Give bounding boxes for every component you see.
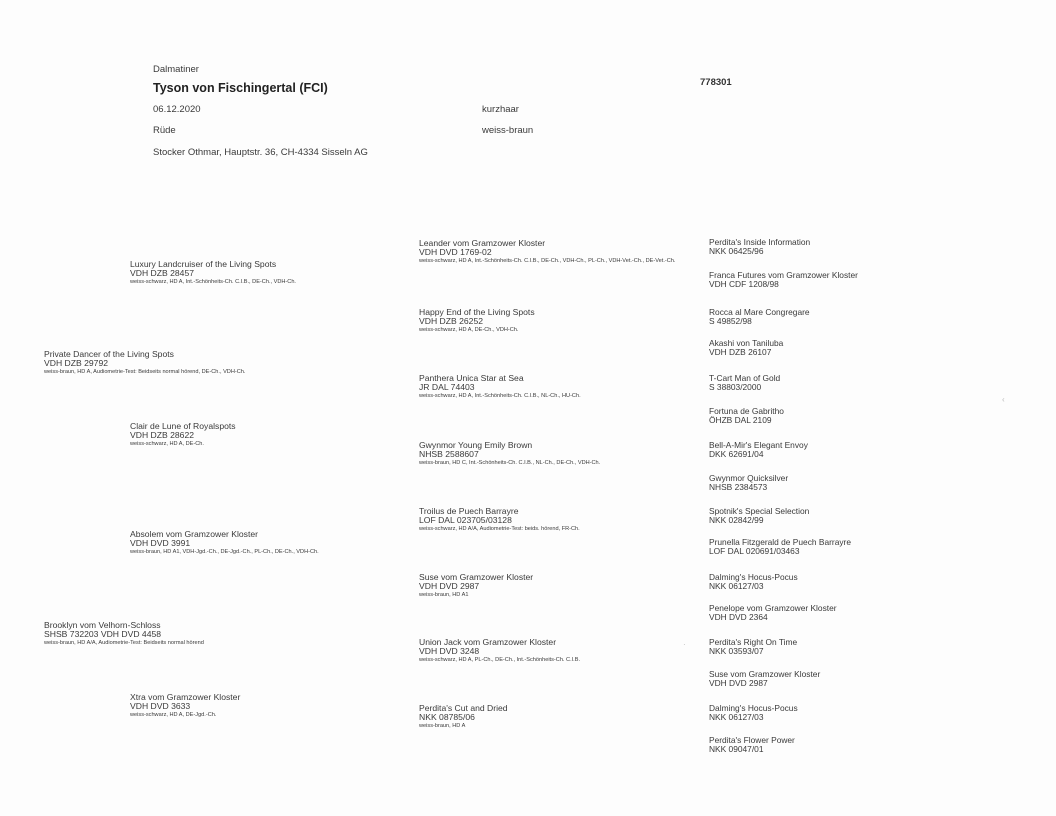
great-grandparent-name: Happy End of the Living Spots — [419, 307, 535, 317]
gen4-reg: NKK 02842/99 — [709, 515, 764, 526]
grandparent-reg: VDH DVD 3991 — [130, 538, 191, 549]
gen4-reg: NKK 09047/01 — [709, 744, 764, 755]
gen4-reg: NKK 06127/03 — [709, 712, 764, 723]
gen4-reg: VDH DZB 26107 — [709, 347, 772, 358]
gen4-name: Spotnik's Special Selection — [709, 506, 810, 516]
gen4-name: Perdita's Flower Power — [709, 735, 795, 745]
gen4-name: Rocca al Mare Congregare — [709, 307, 810, 317]
owner: Stocker Othmar, Hauptstr. 36, CH-4334 Sisseln AG — [153, 147, 368, 158]
gen4-reg: NKK 03593/07 — [709, 646, 764, 657]
great-grandparent — [419, 638, 580, 663]
great-grandparent — [419, 308, 535, 333]
gen4-ancestor — [709, 507, 809, 525]
great-grandparent — [419, 374, 581, 399]
grandparent — [130, 693, 240, 718]
gen4-name: Dalming's Hocus-Pocus — [709, 703, 798, 713]
gen4-name: Perdita's Right On Time — [709, 637, 798, 647]
grandparent-reg: VDH DZB 28622 — [130, 430, 195, 441]
gen4-name: Gwynmor Quicksilver — [709, 473, 789, 483]
great-grandparent-titles: weiss-braun, HD A — [419, 722, 466, 729]
great-grandparent-titles: weiss-schwarz, HD A, Int.-Schönheits-Ch. C.I.B., DE-Ch., VDH-Ch., PL-Ch., VDH-Vet.-Ch., DE-Vet.-Ch. — [419, 257, 676, 264]
grandparent — [130, 422, 236, 447]
grandparent-titles: weiss-schwarz, HD A, DE-Ch. — [130, 440, 204, 447]
gen4-ancestor — [709, 538, 851, 556]
gen4-ancestor — [709, 238, 810, 256]
gen4-name: Penelope vom Gramzower Kloster — [709, 603, 837, 613]
gen4-reg: NHSB 2384573 — [709, 482, 768, 493]
great-grandparent-titles: weiss-braun, HD C, Int.-Schönheits-Ch. C.I.B., NL-Ch., DE-Ch., VDH-Ch. — [419, 459, 601, 466]
gen4-ancestor — [709, 407, 784, 425]
gen4-ancestor — [709, 736, 795, 754]
gen4-reg: ÖHZB DAL 2109 — [709, 415, 772, 426]
great-grandparent — [419, 441, 600, 466]
grandparent — [130, 530, 319, 555]
gen4-name: Fortuna de Gabritho — [709, 406, 784, 416]
gen4-ancestor — [709, 339, 783, 357]
gen4-ancestor — [709, 441, 808, 459]
great-grandparent-titles: weiss-schwarz, HD A, PL-Ch., DE-Ch., Int.-Schönheits-Ch. C.I.B. — [419, 656, 581, 663]
great-grandparent-name: Perdita's Cut and Dried — [419, 703, 508, 713]
gen4-name: T-Cart Man of Gold — [709, 373, 781, 383]
gen4-ancestor — [709, 271, 858, 289]
gen4-reg: S 49852/98 — [709, 316, 752, 327]
coat-type: kurzhaar — [482, 104, 519, 115]
great-grandparent-titles: weiss-schwarz, HD A/A, Audiometrie-Test: beids. hörend, FR-Ch. — [419, 525, 580, 532]
gen4-ancestor — [709, 474, 788, 492]
grandparent-titles: weiss-braun, HD A1, VDH-Jgd.-Ch., DE-Jgd.-Ch., PL-Ch., DE-Ch., VDH-Ch. — [130, 548, 319, 555]
gen4-ancestor — [709, 573, 798, 591]
great-grandparent-name: Leander vom Gramzower Kloster — [419, 238, 546, 248]
color: weiss-braun — [482, 125, 534, 136]
gen4-reg: S 38803/2000 — [709, 382, 762, 393]
great-grandparent — [419, 239, 689, 264]
gen4-reg: VDH DVD 2364 — [709, 612, 768, 623]
grandparent — [130, 260, 296, 285]
grandparent-titles: weiss-schwarz, HD A, Int.-Schönheits-Ch. C.I.B., DE-Ch., VDH-Ch. — [130, 278, 296, 285]
gen4-name: Dalming's Hocus-Pocus — [709, 572, 798, 582]
registration-id: 778301 — [700, 77, 732, 88]
grandparent-reg: VDH DVD 3633 — [130, 701, 191, 712]
breed-label: Dalmatiner — [153, 64, 199, 75]
gen4-reg: NKK 06127/03 — [709, 581, 764, 592]
great-grandparent-reg: NHSB 2588607 — [419, 449, 479, 460]
grandparent-name: Absolem vom Gramzower Kloster — [130, 529, 258, 539]
gen4-name: Akashi von Taniluba — [709, 338, 784, 348]
dog-name: Tyson von Fischingertal (FCI) — [153, 81, 328, 95]
gen4-reg: LOF DAL 020691/03463 — [709, 546, 800, 557]
great-grandparent — [419, 573, 533, 598]
sire-titles: weiss-braun, HD A, Audiometrie-Test: Beidseits normal hörend, DE-Ch., VDH-Ch. — [44, 368, 246, 375]
gen4-name: Franca Futures vom Gramzower Kloster — [709, 270, 858, 280]
great-grandparent-name: Suse vom Gramzower Kloster — [419, 572, 534, 582]
scan-speck: · — [683, 640, 686, 649]
gen4-ancestor — [709, 704, 798, 722]
gen4-name: Bell-A-Mir's Elegant Envoy — [709, 440, 808, 450]
grandparent-name: Luxury Landcruiser of the Living Spots — [130, 259, 277, 269]
gen4-name: Prunella Fitzgerald de Puech Barrayre — [709, 537, 851, 547]
grandparent-reg: VDH DZB 28457 — [130, 268, 195, 279]
great-grandparent — [419, 704, 508, 729]
great-grandparent-reg: VDH DVD 3248 — [419, 646, 480, 657]
gen4-ancestor — [709, 308, 810, 326]
gen4-ancestor — [709, 604, 837, 622]
gen4-name: Suse vom Gramzower Kloster — [709, 669, 821, 679]
grandparent-name: Xtra vom Gramzower Kloster — [130, 692, 241, 702]
gen4-reg: VDH CDF 1208/98 — [709, 279, 779, 290]
great-grandparent — [419, 507, 580, 532]
gen4-name: Perdita's Inside Information — [709, 237, 811, 247]
gen4-ancestor — [709, 670, 820, 688]
great-grandparent-reg: JR DAL 74403 — [419, 382, 475, 393]
grandparent-name: Clair de Lune of Royalspots — [130, 421, 236, 431]
sex: Rüde — [153, 125, 176, 136]
gen4-reg: NKK 06425/96 — [709, 246, 764, 257]
great-grandparent-titles: weiss-schwarz, HD A, DE-Ch., VDH-Ch. — [419, 326, 519, 333]
great-grandparent-name: Troilus de Puech Barrayre — [419, 506, 519, 516]
gen4-reg: DKK 62691/04 — [709, 449, 764, 460]
great-grandparent-name: Panthera Unica Star at Sea — [419, 373, 524, 383]
great-grandparent-reg: LOF DAL 023705/03128 — [419, 515, 512, 526]
grandparent-titles: weiss-schwarz, HD A, DE-Jgd.-Ch. — [130, 711, 217, 718]
great-grandparent-titles: weiss-braun, HD A1 — [419, 591, 469, 598]
gen4-ancestor — [709, 638, 797, 656]
great-grandparent-reg: VDH DVD 1769-02 — [419, 247, 492, 258]
great-grandparent-name: Union Jack vom Gramzower Kloster — [419, 637, 557, 647]
scan-speck: ‹ — [1002, 395, 1005, 404]
great-grandparent-titles: weiss-schwarz, HD A, Int.-Schönheits-Ch. C.I.B., NL-Ch., HU-Ch. — [419, 392, 581, 399]
birthdate: 06.12.2020 — [153, 104, 201, 115]
great-grandparent-name: Gwynmor Young Emily Brown — [419, 440, 533, 450]
dam-titles: weiss-braun, HD A/A, Audiometrie-Test: Beidseits normal hörend — [44, 639, 204, 646]
gen4-reg: VDH DVD 2987 — [709, 678, 768, 689]
dam — [44, 621, 204, 646]
dam-reg: SHSB 732203 VDH DVD 4458 — [44, 629, 162, 640]
gen4-ancestor — [709, 374, 780, 392]
great-grandparent-reg: VDH DZB 26252 — [419, 316, 484, 327]
sire-reg: VDH DZB 29792 — [44, 358, 109, 369]
great-grandparent-reg: VDH DVD 2987 — [419, 581, 480, 592]
great-grandparent-reg: NKK 08785/06 — [419, 712, 475, 723]
sire-name: Private Dancer of the Living Spots — [44, 349, 174, 359]
dam-name: Brooklyn vom Velhorn-Schloss — [44, 620, 161, 630]
sire — [44, 350, 245, 375]
